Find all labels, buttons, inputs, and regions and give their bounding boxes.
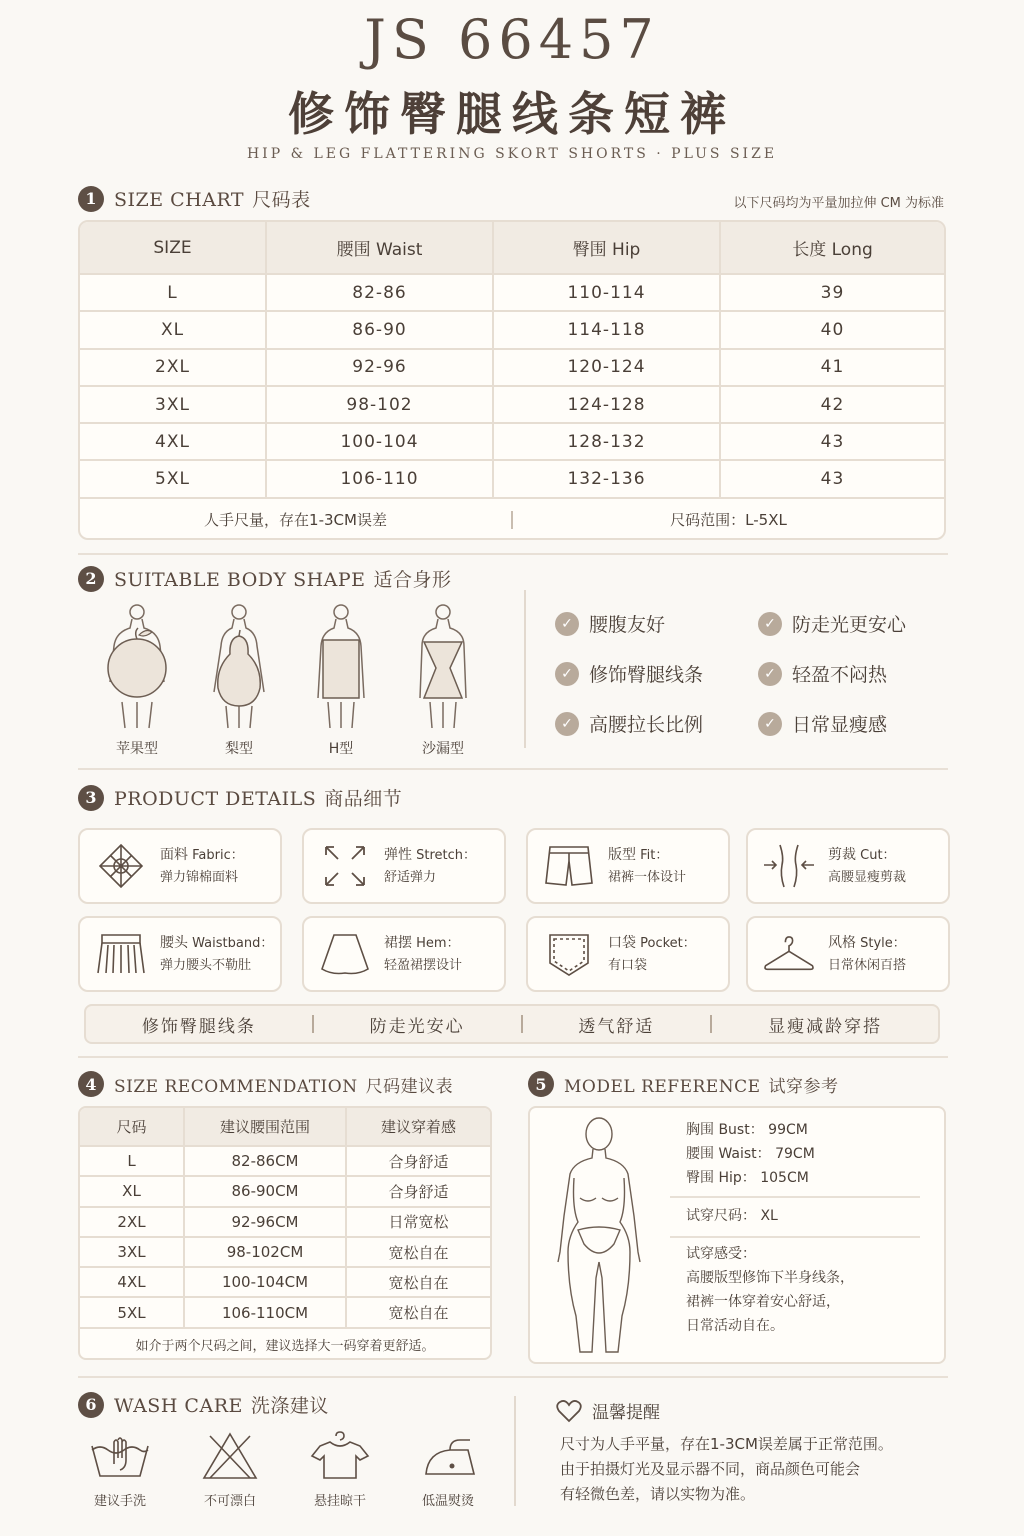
hourglass-body-icon [398, 602, 488, 730]
body-shape-heading [78, 565, 452, 592]
model-feel-line: 高腰版型修饰下半身线条， [686, 1270, 854, 1286]
hanger-icon [762, 929, 816, 979]
section-title-en: PRODUCT DETAILS [114, 788, 317, 810]
section-number: 6 [78, 1392, 104, 1418]
waistband-icon [94, 929, 148, 979]
tips-line: 由于拍摄灯光及显示器不同，商品颜色可能会 [560, 1460, 861, 1478]
model-size: 试穿尺码： XL [686, 1208, 778, 1224]
tips-heading: 温馨提醒 [556, 1398, 660, 1423]
table-cell: 39 [720, 274, 944, 311]
divider [514, 1396, 516, 1506]
stretch-icon [318, 841, 372, 891]
divider [78, 553, 948, 555]
divider [710, 1015, 712, 1033]
shape-h [296, 602, 386, 758]
section-title-en: WASH CARE [114, 1395, 243, 1417]
tag: 显瘦减龄穿搭 [768, 1016, 883, 1037]
feature-item: ✓ 日常显瘦感 [758, 710, 887, 737]
section-number: 3 [78, 785, 104, 811]
table-cell: 5XL [80, 460, 266, 497]
product-title: 修饰臀腿线条短裤 [288, 87, 736, 141]
section-title-cn: 试穿参考 [768, 1076, 839, 1097]
care-hang-dry: 悬挂晾干 [300, 1430, 380, 1509]
table-row [80, 1146, 490, 1176]
table-cell: 92-96 [266, 349, 493, 386]
table-cell: 2XL [80, 349, 266, 386]
table-cell: 82-86CM [184, 1146, 346, 1176]
card-value: 高腰显瘦剪裁 [828, 869, 907, 885]
table-row [80, 460, 944, 497]
model-feel-line: 日常活动自在。 [686, 1318, 784, 1334]
table-cell: 92-96CM [184, 1207, 346, 1237]
table-cell: 128-132 [493, 423, 720, 460]
detail-card-fabric: 面料 Fabric： 弹力锦棉面料 [78, 828, 282, 904]
table-row [80, 1176, 490, 1206]
table-cell: 86-90 [266, 311, 493, 348]
divider [312, 1015, 314, 1033]
table-cell: 42 [720, 386, 944, 423]
table-cell: 5XL [80, 1297, 184, 1327]
shape-label: 苹果型 [116, 741, 158, 757]
tips-line: 尺寸为人手平量，存在1-3CM误差属于正常范围。 [560, 1435, 893, 1453]
table-cell: XL [80, 311, 266, 348]
product-details-heading [78, 784, 402, 811]
table-cell: 2XL [80, 1207, 184, 1237]
model-bust: 胸围 Bust： 99CM [686, 1122, 808, 1138]
care-low-iron: 低温熨烫 [408, 1430, 488, 1509]
model-hip: 臀围 Hip： 105CM [686, 1170, 809, 1186]
table-cell: 4XL [80, 423, 266, 460]
apple-body-icon [92, 602, 182, 730]
measure-note: 人手尺量，存在1-3CM误差 [204, 511, 387, 530]
card-value: 日常休闲百搭 [828, 957, 907, 973]
section-title-cn: 尺码建议表 [365, 1076, 454, 1097]
shape-apple [92, 602, 182, 758]
feature-tag-bar [84, 1004, 940, 1044]
detail-card-style: 风格 Style： 日常休闲百搭 [746, 916, 950, 992]
card-value: 裙裤一体设计 [608, 869, 687, 885]
cut-icon [762, 841, 816, 891]
check-icon: ✓ [758, 662, 782, 686]
divider [670, 1196, 920, 1198]
shape-hourglass [398, 602, 488, 758]
product-code: JS 66457 [364, 8, 660, 71]
section-number: 1 [78, 186, 104, 212]
check-icon: ✓ [555, 712, 579, 736]
card-value: 弹力腰头不勒肚 [160, 957, 252, 973]
table-cell: 100-104 [266, 423, 493, 460]
wash-care-heading [78, 1391, 329, 1418]
table-header: 长度 Long [720, 222, 944, 274]
model-reference-heading [528, 1071, 839, 1097]
card-value: 有口袋 [608, 957, 648, 973]
size-chart-footer [80, 499, 944, 540]
divider [78, 1376, 948, 1378]
table-cell: 宽松自在 [346, 1267, 490, 1297]
tips-line: 有轻微色差，请以实物为准。 [560, 1485, 756, 1503]
care-hand-wash: 建议手洗 [80, 1430, 160, 1509]
table-row [80, 1297, 490, 1327]
table-cell: 43 [720, 423, 944, 460]
table-row [80, 349, 944, 386]
table-row [80, 1207, 490, 1237]
feature-item: ✓ 修饰臀腿线条 [555, 660, 703, 687]
check-icon: ✓ [758, 712, 782, 736]
hand-wash-icon [88, 1430, 152, 1482]
no-bleach-icon [198, 1430, 262, 1482]
skirt-icon [318, 929, 372, 979]
card-value: 轻盈裙摆设计 [384, 957, 463, 973]
section-number: 4 [78, 1071, 104, 1097]
table-cell: 4XL [80, 1267, 184, 1297]
table-cell: 40 [720, 311, 944, 348]
table-cell: 86-90CM [184, 1176, 346, 1206]
size-chart-heading [78, 185, 311, 212]
card-value: 弹力锦棉面料 [160, 869, 239, 885]
detail-card-cut: 剪裁 Cut： 高腰显瘦剪裁 [746, 828, 950, 904]
section-title-cn: 洗涤建议 [250, 1395, 329, 1417]
section-number: 5 [528, 1071, 554, 1097]
section-title-cn: 适合身形 [373, 569, 452, 591]
divider [78, 1056, 948, 1058]
detail-card-waistband: 腰头 Waistband： 弹力腰头不勒肚 [78, 916, 282, 992]
table-cell: 98-102 [266, 386, 493, 423]
table-cell: 3XL [80, 1237, 184, 1267]
divider [670, 1236, 920, 1238]
heart-icon [556, 1399, 582, 1423]
section-title-cn: 商品细节 [324, 788, 403, 810]
section-title-en: MODEL REFERENCE [564, 1076, 761, 1097]
shape-label: 梨型 [225, 741, 253, 757]
detail-card-stretch: 弹性 Stretch： 舒适弹力 [302, 828, 506, 904]
table-cell: 3XL [80, 386, 266, 423]
feature-item: ✓ 防走光更安心 [758, 610, 906, 637]
check-icon: ✓ [758, 612, 782, 636]
table-cell: 98-102CM [184, 1237, 346, 1267]
pear-body-icon [194, 602, 284, 730]
divider [521, 1015, 523, 1033]
table-cell: XL [80, 1176, 184, 1206]
table-cell: L [80, 1146, 184, 1176]
detail-card-hem: 裙摆 Hem： 轻盈裙摆设计 [302, 916, 506, 992]
table-row [80, 311, 944, 348]
size-chart-note: 以下尺码均为平量加拉伸 CM 为标准 [733, 196, 944, 211]
care-no-bleach: 不可漂白 [190, 1430, 270, 1509]
product-subtitle: HIP & LEG FLATTERING SKORT SHORTS · PLUS SIZE [246, 146, 778, 162]
tag: 防走光安心 [369, 1016, 465, 1037]
detail-card-pocket: 口袋 Pocket： 有口袋 [526, 916, 730, 992]
table-cell: 宽松自在 [346, 1237, 490, 1267]
fabric-icon [94, 841, 148, 891]
table-cell: 合身舒适 [346, 1146, 490, 1176]
table-cell: 106-110 [266, 460, 493, 497]
table-cell: 43 [720, 460, 944, 497]
table-cell: 日常宽松 [346, 1207, 490, 1237]
section-title-en: SIZE RECOMMENDATION [114, 1076, 358, 1097]
table-row [80, 274, 944, 311]
table-header: 建议腰围范围 [184, 1108, 346, 1146]
size-recommendation-table [78, 1106, 492, 1360]
card-value: 舒适弹力 [384, 869, 437, 885]
feature-item: ✓ 高腰拉长比例 [555, 710, 703, 737]
model-feel-line: 裙裤一体穿着安心舒适， [686, 1294, 840, 1310]
divider [524, 590, 526, 748]
tag: 透气舒适 [578, 1016, 655, 1037]
model-figure-icon [544, 1112, 654, 1360]
table-cell: 132-136 [493, 460, 720, 497]
table-cell: 114-118 [493, 311, 720, 348]
table-header: 尺码 [80, 1108, 184, 1146]
table-cell: 合身舒适 [346, 1176, 490, 1206]
table-row [80, 423, 944, 460]
table-row [80, 1237, 490, 1267]
model-waist: 腰围 Waist： 79CM [686, 1146, 815, 1162]
table-row [80, 386, 944, 423]
table-header: 建议穿着感 [346, 1108, 490, 1146]
table-cell: 41 [720, 349, 944, 386]
size-range-note: 尺码范围：L-5XL [670, 511, 787, 530]
tag: 修饰臀腿线条 [141, 1016, 256, 1037]
iron-icon [416, 1430, 480, 1482]
model-reference-card [528, 1106, 946, 1364]
detail-card-fit: 版型 Fit： 裙裤一体设计 [526, 828, 730, 904]
shape-pear [194, 602, 284, 758]
pocket-icon [542, 929, 596, 979]
recommendation-note: 如介于两个尺码之间，建议选择大一码穿着更舒适。 [135, 1339, 435, 1355]
feature-item: ✓ 轻盈不闷热 [758, 660, 887, 687]
table-cell: 110-114 [493, 274, 720, 311]
shorts-icon [542, 841, 596, 891]
shape-label: H型 [328, 741, 354, 757]
check-icon: ✓ [555, 662, 579, 686]
table-cell: 106-110CM [184, 1297, 346, 1327]
check-icon: ✓ [555, 612, 579, 636]
table-header: 臀围 Hip [493, 222, 720, 274]
size-recommendation-heading [78, 1071, 453, 1097]
model-feel-label: 试穿感受： [686, 1246, 756, 1262]
hang-dry-icon [308, 1430, 372, 1482]
section-number: 2 [78, 566, 104, 592]
table-cell: 124-128 [493, 386, 720, 423]
divider [78, 768, 948, 770]
section-title-cn: 尺码表 [252, 189, 311, 211]
table-cell: 120-124 [493, 349, 720, 386]
table-cell: 100-104CM [184, 1267, 346, 1297]
table-row [80, 1267, 490, 1297]
section-title-en: SUITABLE BODY SHAPE [114, 569, 366, 591]
h-body-icon [296, 602, 386, 730]
shape-label: 沙漏型 [422, 741, 464, 757]
table-header: 腰围 Waist [266, 222, 493, 274]
table-header: SIZE [80, 222, 266, 274]
feature-item: ✓ 腰腹友好 [555, 610, 665, 637]
table-cell: 82-86 [266, 274, 493, 311]
table-cell: L [80, 274, 266, 311]
size-chart-table [78, 220, 946, 540]
table-cell: 宽松自在 [346, 1297, 490, 1327]
section-title-en: SIZE CHART [114, 189, 245, 211]
